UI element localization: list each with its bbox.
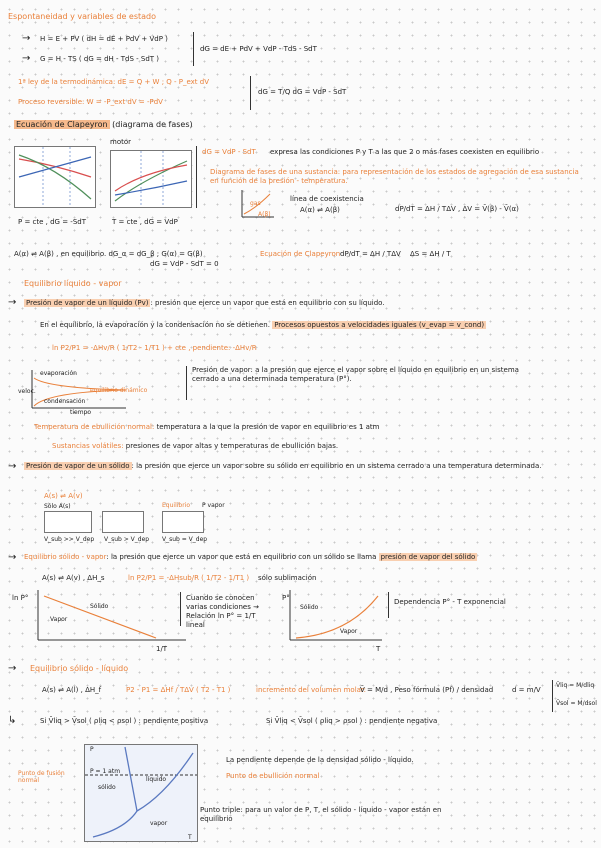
volatile-text: presiones de vapor altas y temperaturas de ebullición bajas.: [125, 442, 339, 450]
diagram-t-axis: T: [188, 834, 192, 841]
diagram-solid: sólido: [98, 784, 116, 791]
arrow-icon: →: [8, 663, 17, 674]
diagram-vapor: vapor: [150, 820, 168, 827]
diagram-liquid: líquido: [146, 776, 167, 783]
eq-gibbs: G = H - TS ( dG = dH - TdS - SdT ): [40, 55, 160, 63]
item3-line: [24, 553, 477, 562]
item3-text-hl: presión de vapor del sólido: [380, 553, 476, 561]
delta-s-eq: ΔS = ΔH / T: [410, 250, 451, 258]
sv-eq: A(s) ⇌ A(v) , ΔH_s: [42, 574, 105, 582]
condensation-label: condensación: [44, 398, 86, 405]
equilibrium-label: equilibrio dinámico: [90, 387, 148, 394]
plot2-solid-label: Sólido: [300, 604, 319, 611]
eq-dg-full: dG = dE + PdV + VdP - TdS - SdT: [200, 45, 317, 53]
brace: [180, 592, 181, 626]
plot1-vapor-label: Vapor: [50, 616, 68, 623]
fusion-point-label: Punto de fusión normal: [18, 770, 65, 784]
brace: [186, 366, 187, 400]
arrow-icon: →: [8, 552, 17, 563]
plot2-y-label: P°: [282, 594, 290, 602]
molar-volume: V̄ = M/d , Peso fórmula (Pf) / densidad: [360, 686, 494, 694]
section3-title: Equilibrio líquido - vapor: [24, 279, 122, 288]
velocity-axis: veloc.: [18, 388, 36, 395]
p-vs-t-plot: [288, 590, 382, 642]
vapor-pressure-desc: Presión de vapor: a la presión que ejerce el vapor sobre el líquido en equilibrio en un sistema cerrado a una determinada temperatura (P°).: [192, 366, 519, 383]
brace: [388, 592, 389, 618]
process-text: Proceso reversible: W = -P_ext dV = -PdV: [18, 98, 163, 106]
brace: [193, 32, 194, 66]
volatile-title: Sustancias volátiles:: [52, 442, 124, 450]
item2-title: Presión de vapor de un sólido: [26, 462, 130, 470]
sublimation-eq: A(s) ⇌ A(v): [44, 492, 83, 500]
sv-eq2: ln P2/P1 = -ΔHsub/R ( 1/T2 - 1/T1 ): [128, 574, 250, 582]
item3-text: : la presión que ejerce un vapor que está en equilibrio con un sólido se llama: [106, 553, 377, 561]
clausius-eq: ln P2/P1 = -ΔHv/R ( 1/T2 - 1/T1 ) + cte , pendiente: -ΔHv/R: [52, 344, 257, 352]
law1-text: 1ª ley de la termodinámica: dE = Q + W ; Q - P_ext dV: [18, 78, 210, 86]
arrow-icon: →: [22, 33, 31, 44]
arrow-icon: →: [22, 53, 31, 64]
boiling-title: Temperatura de ebullición normal:: [34, 423, 155, 431]
coexistence-eq: A(α) ⇌ A(β): [300, 206, 340, 214]
eq-enthalpy: H = E + PV ( dH = dE + PdV + VdP ): [40, 35, 168, 43]
solid-box-1: [44, 511, 92, 533]
dg-result: dG = T/Q dG = VdP - SdT: [258, 88, 347, 96]
phase-diagram: [84, 744, 198, 842]
gibbs-vs-t-curves: [15, 147, 95, 207]
time-label: tiempo: [70, 409, 92, 416]
item2-text: : la presión que ejerce un vapor sobre su sólido en equilibrio en un sistema cerrado a una temperatura determinada.: [131, 462, 542, 470]
item1-title: Presión de vapor de un líquido (Pv): [26, 299, 149, 307]
arrow-icon: ↳: [8, 715, 17, 726]
box3-caption: V_sub = V_dep: [162, 536, 208, 543]
box3-extra: P vapor: [202, 502, 225, 509]
volume-increment: incremento del volumen molar:: [256, 686, 367, 694]
plot1-y-label: ln P°: [12, 594, 29, 602]
plot2-vapor-label: Vapor: [340, 628, 358, 635]
gas-label: gas: [250, 200, 261, 207]
diagram-p-axis: P: [90, 746, 94, 753]
item1-sub: En el equilibrio, la evaporación y la condensación no se detienen.: [40, 321, 270, 329]
item1-sub-hl: Procesos opuestos a velocidades iguales (v_evap = v_cond): [274, 321, 485, 329]
plot1-note: Cuando se conocen varias condiciones → Relación ln P° = 1/T lineal: [186, 594, 259, 629]
gibbs-vs-p-plot: [110, 150, 192, 208]
plot2-note: Dependencia P° - T exponencial: [394, 598, 506, 606]
motor-label: motor: [110, 138, 132, 146]
box2-caption: V_sub > V_dep: [104, 536, 150, 543]
gibbs-vs-t-plot: [14, 146, 96, 208]
equilibrium-eq: A(α) ⇌ A(β) , en equilibrio. dG_α = dG_β ; G(α) = G(β): [14, 250, 203, 258]
phase-diagram-desc: Diagrama de fases de una sustancia: para representación de los estados de agregación de esa sustancia en función de la presión - temperatura.: [210, 168, 579, 185]
triple-point-label: Punto triple: para un valor de P, T, el sólido - líquido - vapor están en equilibrio: [200, 806, 442, 823]
clapeyron-title: Ecuación de Clapeyron: [16, 120, 108, 129]
section1-title: Espontaneidad y variables de estado: [8, 12, 157, 21]
boiling-line: [34, 423, 380, 432]
liquid-label: A(β): [258, 211, 271, 218]
clapeyron-dg: dG = VdP - SdT: [202, 148, 256, 156]
equilibrium-eq2: dG = VdP - SdT = 0: [150, 260, 219, 268]
solid-box-3: [162, 511, 204, 533]
box3-label: Equilibrio: [162, 502, 191, 509]
plot1-solid-label: Sólido: [90, 603, 109, 610]
plot2-caption: T = cte , dG = VdP: [112, 218, 178, 226]
item1-line: [24, 299, 385, 308]
clapeyron-title-rest: (diagrama de fases): [112, 120, 193, 129]
box1-caption: V_sub >> V_dep: [44, 536, 95, 543]
dp-dt-formula: dP/dT = ΔH / TΔV , ΔV = V̄(β) - V̄(α): [395, 205, 519, 213]
section2-title: [14, 120, 193, 129]
arrow-icon: →: [8, 461, 17, 472]
condition2: Si V̄liq < V̄sol ( ρliq > ρsol ) : pendiente negativa: [266, 717, 438, 725]
gibbs-vs-p-curves: [111, 151, 191, 207]
item2-line: [24, 462, 584, 471]
box1-label: Sólo A(s): [44, 503, 71, 510]
brace: [552, 680, 553, 712]
item3-title: Equilibrio sólido - vapor: [24, 553, 107, 561]
phase-diagram-curves: [85, 745, 197, 841]
coexistence-label: línea de coexistencia: [290, 195, 364, 203]
v-liq: V̄liq = M/dliq: [556, 682, 595, 689]
clapeyron-desc: expresa las condiciones P y T a las que 2 o más fases coexisten en equilibrio: [270, 148, 540, 156]
item1-text: : presión que ejerce un vapor que está en equilibrio con su líquido.: [150, 299, 385, 307]
solid-box-2: [102, 511, 144, 533]
density-eq: d = m/V: [512, 686, 541, 694]
item1-sub-line: [40, 321, 486, 330]
section6-title: Equilibrio sólido - líquido: [30, 664, 129, 673]
plot1-caption: P = cte , dG = -SdT: [18, 218, 86, 226]
arrow-icon: →: [8, 297, 17, 308]
volatile-line: [52, 442, 338, 451]
diagram-1atm: P = 1 atm: [90, 768, 121, 775]
sl-eq2: P2 - P1 = ΔHf / TΔV ( T2 - T1 ): [126, 686, 231, 694]
boiling-point-label: Punto de ebullición normal: [226, 772, 320, 780]
v-sol: V̄sol = M/dsol: [556, 700, 597, 707]
brace: [250, 76, 251, 110]
boiling-text: temperatura a la que la presión de vapor en equilibrio es 1 atm: [156, 423, 380, 431]
sv-eq2-note: sólo sublimación: [258, 574, 317, 582]
slope-note: La pendiente depende de la densidad sólido - líquido.: [226, 756, 414, 764]
clapeyron-name: Ecuación de Clapeyron: [260, 250, 341, 258]
condition1: Si V̄liq > V̄sol ( ρliq < ρsol ) : pendiente positiva: [40, 717, 209, 725]
clapeyron-eq: dP/dT = ΔH / TΔV: [340, 250, 401, 258]
brace: [196, 146, 197, 208]
plot1-x-label: 1/T: [156, 645, 168, 653]
sl-eq: A(s) ⇌ A(l) , ΔH_f: [42, 686, 102, 694]
plot2-x-label: T: [376, 645, 381, 653]
evaporation-label: evaporación: [40, 370, 77, 377]
